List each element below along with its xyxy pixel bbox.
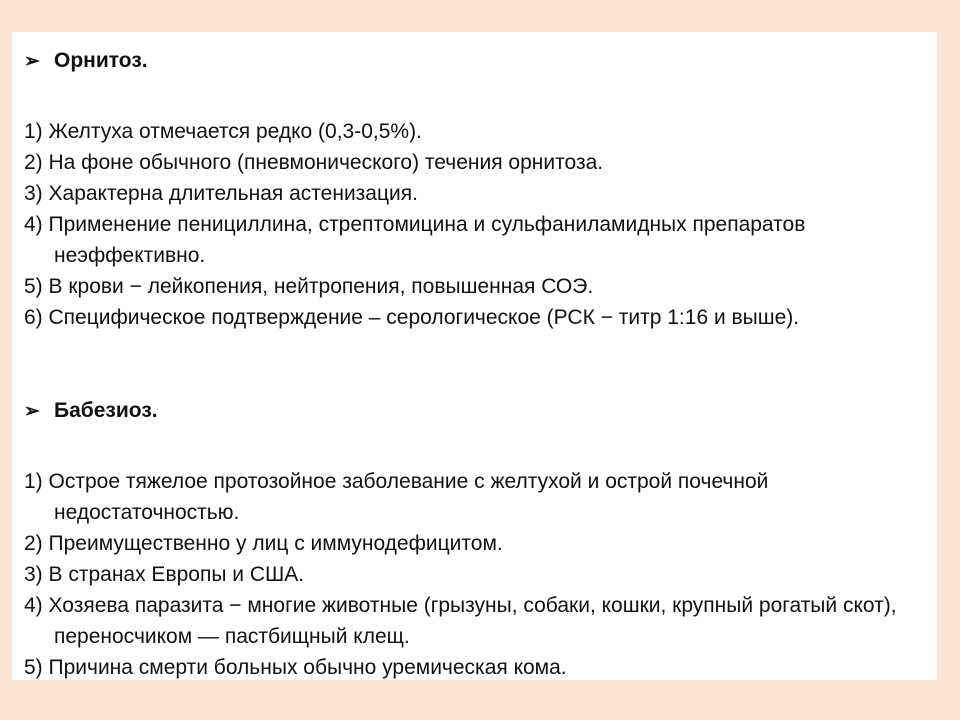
arrow-bullet-icon: ➢ <box>24 50 40 72</box>
list-item: 1) Острое тяжелое протозойное заболевание с желтухой и острой почечной недостаточностью. <box>24 470 769 524</box>
list-item: 2) Преимущественно у лиц с иммунодефицитом. <box>24 532 503 555</box>
item-list <box>24 116 924 333</box>
section-heading <box>24 396 924 426</box>
list-item: 5) Причина смерти больных обычно уремическая кома. <box>24 656 567 679</box>
item-list <box>24 466 924 683</box>
list-item: 3) В странах Европы и США. <box>24 563 305 586</box>
list-item: 6) Специфическое подтверждение – серологическое (РСК − титр 1:16 и выше). <box>24 306 800 329</box>
list-item: 3) Характерна длительная астенизация. <box>24 182 418 205</box>
section-heading-text: Орнитоз. <box>54 49 148 72</box>
list-item: 2) На фоне обычного (пневмонического) течения орнитоза. <box>24 151 604 174</box>
section-heading <box>24 46 924 76</box>
slide-content-panel <box>12 32 937 680</box>
list-item: 5) В крови − лейкопения, нейтропения, повышенная СОЭ. <box>24 275 594 298</box>
section-ornithosis <box>24 46 924 333</box>
list-item: 4) Применение пенициллина, стрептомицина и сульфаниламидных препаратов неэффективно. <box>24 213 806 267</box>
list-item: 4) Хозяева паразита − многие животные (грызуны, собаки, кошки, крупный рогатый скот), переносчиком — пастбищный клещ. <box>24 594 897 648</box>
section-heading-text: Бабезиоз. <box>54 399 158 422</box>
arrow-bullet-icon: ➢ <box>24 400 40 422</box>
section-babesiosis <box>24 396 924 683</box>
list-item: 1) Желтуха отмечается редко (0,3-0,5%). <box>24 120 422 143</box>
